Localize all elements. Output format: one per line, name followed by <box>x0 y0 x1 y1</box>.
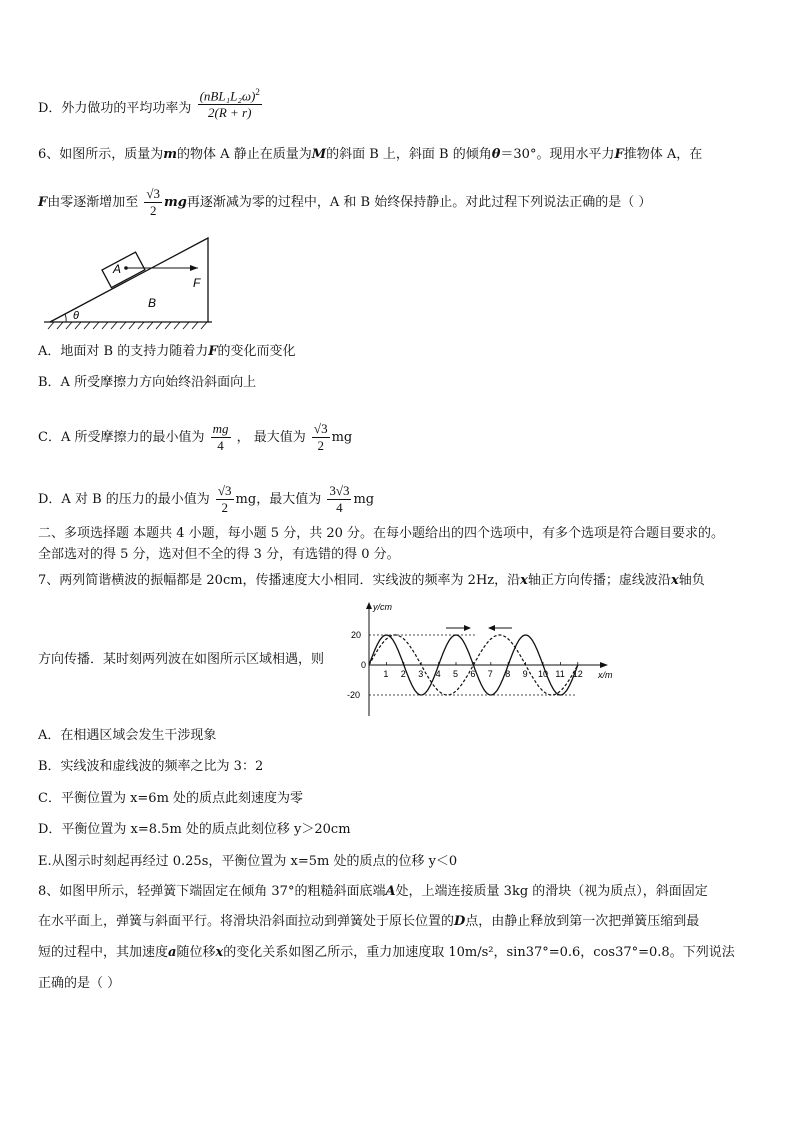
q6-option-b[interactable]: B．A 所受摩擦力方向始终沿斜面向上 <box>38 375 257 390</box>
q7-wave-chart <box>340 600 613 720</box>
section2-heading-line1: 二、多项选择题 本题共 4 小题，每小题 5 分，共 20 分。在每小题给出的四个选项中，有多个选项是符合题目要求的。 <box>38 526 725 541</box>
q6-option-c[interactable]: C．A 所受摩擦力的最小值为 $\frac{mg}{4}$ ， 最大值为 $\frac{√3}{2}$ mg <box>38 421 353 453</box>
x-tick-label: 11 <box>555 669 565 679</box>
q6-c-fraction-mg-over-4: $\frac{mg}{4}$ <box>212 421 229 453</box>
x-tick-label: 9 <box>522 669 528 679</box>
ground-hatching <box>48 322 207 329</box>
x-tick-label: 10 <box>538 669 549 679</box>
q6-option-a[interactable]: A．地面对 B 的支持力随着力F的变化而变化 <box>38 344 296 359</box>
x-tick-label: 12 <box>572 669 583 679</box>
y-tick-20: 20 <box>351 630 362 640</box>
x-tick-label: 8 <box>505 669 511 679</box>
x-tick-label: 1 <box>383 669 389 679</box>
solid-wave-arrow-head <box>464 625 471 631</box>
force-arrow-head <box>190 265 198 271</box>
q7-stem-line2: 方向传播．某时刻两列波在如图所示区域相遇，则 <box>38 652 325 667</box>
q5-option-d <box>38 87 264 121</box>
y-axis-label: y/cm <box>373 602 392 612</box>
q6-c-fraction-sqrt3-over-2: $\frac{√3}{2}$ <box>313 421 328 453</box>
q7-option-c[interactable]: C．平衡位置为 x=6m 处的质点此刻速度为零 <box>38 791 304 806</box>
q5-power-fraction: $\frac{(nBL_1L_2\omega)^2}{2(R + r)}$ <box>198 84 262 121</box>
x-tick-label: 5 <box>453 669 459 679</box>
y-tick-0: 0 <box>361 660 367 670</box>
q6-stem-line1: 6、如图所示，质量为m的物体 A 静止在质量为M的斜面 B 上，斜面 B 的倾角θ＝30°。现用水平力F推物体 A，在 <box>38 147 703 162</box>
q8-stem-line4: 正确的是（ ） <box>38 976 121 991</box>
x-axis-arrow <box>600 662 608 668</box>
q7-stem-line1: 7、两列简谐横波的振幅都是 20cm，传播速度大小相同．实线波的频率为 2Hz，沿x轴正方向传播；虚线波沿x轴负 <box>38 573 705 588</box>
x-tick-label: 6 <box>470 669 476 679</box>
q6-d-fraction-min: $\frac{√3}{2}$ <box>217 483 232 515</box>
q8-stem-line2: 在水平面上，弹簧与斜面平行。将滑块沿斜面拉动到弹簧处于原长位置的D点，由静止释放到第一次把弹簧压缩到最 <box>38 914 700 929</box>
x-tick-label: 4 <box>435 669 441 679</box>
q6-option-d[interactable]: D．A 对 B 的压力的最小值为 $\frac{√3}{2}$ mg，最大值为 $\frac{3√3}{4}$ mg <box>38 483 375 515</box>
section2-heading-line2: 全部选对的得 5 分，选对但不全的得 3 分，有选错的得 0 分。 <box>38 547 400 562</box>
dashed-wave-arrow-head <box>488 625 495 631</box>
q6-d-fraction-max: $\frac{3√3}{4}$ <box>329 483 350 515</box>
x-tick-label: 7 <box>487 669 493 679</box>
q8-stem-line3: 短的过程中，其加速度a随位移x的变化关系如图乙所示，重力加速度取 10m/s²，sin37°=0.6，cos37°=0.8。下列说法 <box>38 945 735 960</box>
x-tick-label: 3 <box>418 669 424 679</box>
label-f: F <box>193 276 201 290</box>
q6-incline-figure <box>40 234 230 334</box>
y-tick-neg20: -20 <box>347 690 361 700</box>
theta-arc <box>65 314 66 322</box>
y-axis-arrow <box>366 602 372 609</box>
q7-option-b[interactable]: B．实线波和虚线波的频率之比为 3：2 <box>38 759 264 774</box>
x-axis-label: x/m <box>598 670 613 680</box>
q6-fraction-sqrt3-over-2: $\frac{√3}{2}$ <box>146 186 161 218</box>
label-b: B <box>148 296 157 310</box>
q7-option-e[interactable]: E.从图示时刻起再经过 0.25s，平衡位置为 x=5m 处的质点的位移 y＜0 <box>38 854 458 869</box>
q5-option-d-text: D．外力做功的平均功率为 <box>38 101 192 117</box>
q6-stem-line2: F由零逐渐增加至 $\frac{√3}{2}$ mg再逐渐减为零的过程中，A 和 B 始终保持静止。对此过程下列说法正确的是（ ） <box>38 186 652 218</box>
x-tick-label: 2 <box>400 669 406 679</box>
q7-option-d[interactable]: D．平衡位置为 x=8.5m 处的质点此刻位移 y＞20cm <box>38 822 351 837</box>
label-theta: θ <box>73 310 79 322</box>
q7-option-a[interactable]: A．在相遇区域会发生干涉现象 <box>38 728 217 743</box>
label-a: A <box>113 262 122 276</box>
q8-stem-line1: 8、如图甲所示，轻弹簧下端固定在倾角 37°的粗糙斜面底端A处，上端连接质量 3kg 的滑块（视为质点），斜面固定 <box>38 884 708 899</box>
